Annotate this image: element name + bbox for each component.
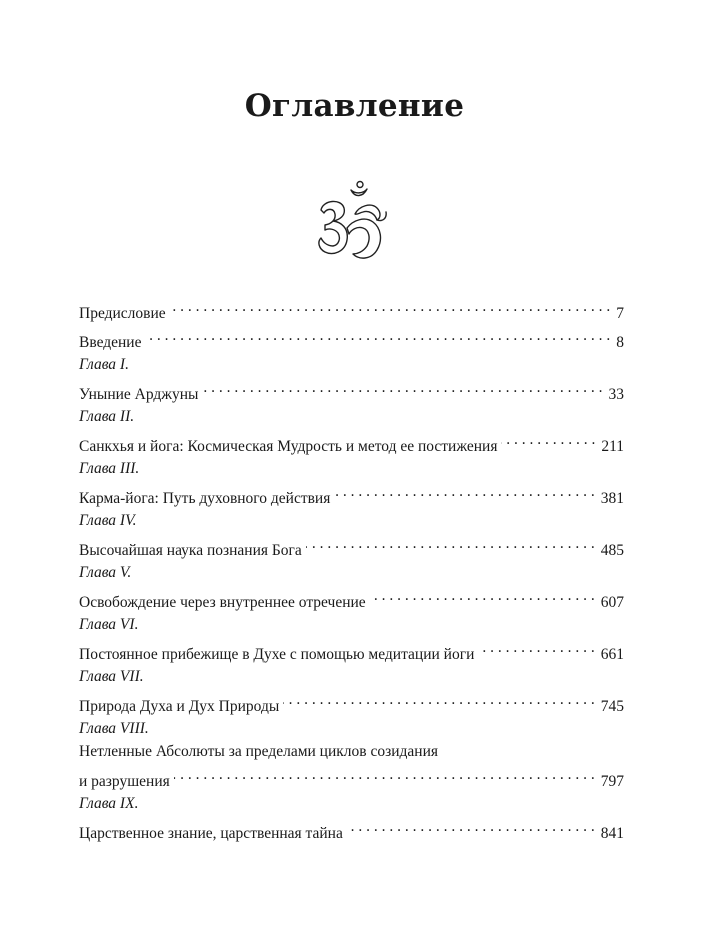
leader-dots	[145, 324, 610, 347]
chapter-label: Глава III.	[79, 460, 140, 477]
toc-page-number: 797	[600, 773, 624, 790]
toc-entry-title: Предисловие	[79, 305, 166, 322]
leader-dots	[283, 688, 594, 711]
chapter-label: Глава I.	[79, 356, 129, 373]
chapter-label: Глава IX.	[79, 795, 139, 812]
toc-page-number: 745	[600, 698, 624, 715]
chapter-title: Карма-йога: Путь духовного действия	[79, 490, 331, 507]
chapter-title: Уныние Арджуны	[79, 386, 199, 403]
toc-chapter-3[interactable]	[79, 457, 624, 507]
leader-dots	[174, 763, 595, 786]
chapter-label: Глава VIII.	[79, 720, 149, 737]
toc-page-number: 485	[600, 542, 624, 559]
toc-chapter-6[interactable]	[79, 613, 624, 663]
chapter-label: Глава VI.	[79, 616, 139, 633]
toc-chapter-4[interactable]	[79, 509, 624, 559]
table-of-contents	[79, 295, 624, 844]
toc-page-number: 211	[601, 438, 624, 455]
chapter-title: Природа Духа и Дух Природы	[79, 698, 280, 715]
toc-page-number: 607	[600, 594, 624, 611]
toc-entry-introduction[interactable]	[79, 324, 624, 351]
toc-page-number: 7	[616, 305, 624, 322]
chapter-title-line-1: Нетленные Абсолюты за пределами циклов созидания	[79, 743, 439, 760]
toc-page-number: 8	[616, 334, 624, 351]
chapter-title: Царственное знание, царственная тайна	[79, 825, 343, 842]
leader-dots	[501, 428, 595, 451]
toc-chapter-8[interactable]	[79, 717, 624, 790]
leader-dots	[170, 295, 611, 318]
leader-dots	[202, 376, 602, 399]
toc-entry-preface[interactable]	[79, 295, 624, 322]
toc-chapter-9[interactable]	[79, 792, 624, 842]
leader-dots	[334, 480, 594, 503]
toc-chapter-1[interactable]	[79, 353, 624, 403]
leader-dots	[306, 532, 595, 555]
chapter-title: Постоянное прибежище в Духе с помощью медитации йоги	[79, 646, 475, 663]
chapter-title: Освобождение через внутреннее отречение	[79, 594, 366, 611]
chapter-label: Глава VII.	[79, 668, 144, 685]
toc-page-number: 33	[608, 386, 624, 403]
chapter-title: Санкхья и йога: Космическая Мудрость и метод ее постижения	[79, 438, 498, 455]
toc-page-number: 381	[600, 490, 624, 507]
chapter-label: Глава II.	[79, 408, 135, 425]
toc-page-number: 841	[600, 825, 624, 842]
chapter-label: Глава V.	[79, 564, 132, 581]
toc-page-number: 661	[600, 646, 624, 663]
om-icon	[311, 180, 391, 266]
page-title: Оглавление	[244, 88, 465, 124]
toc-chapter-5[interactable]	[79, 561, 624, 611]
chapter-title: Высочайшая наука познания Бога	[79, 542, 302, 559]
toc-entry-title: Введение	[79, 334, 142, 351]
leader-dots	[478, 636, 594, 659]
chapter-label: Глава IV.	[79, 512, 137, 529]
leader-dots	[370, 584, 595, 607]
toc-chapter-7[interactable]	[79, 665, 624, 715]
toc-chapter-2[interactable]	[79, 405, 624, 455]
leader-dots	[347, 815, 595, 838]
chapter-title-line-2: и разрушения	[79, 773, 170, 790]
